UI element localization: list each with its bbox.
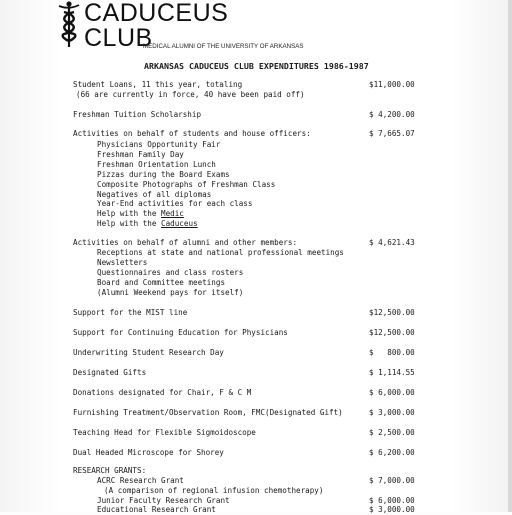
- sub-item: Pizzas during the Board Exams: [97, 170, 230, 179]
- sub-item: Physicians Opportunity Fair: [97, 140, 221, 149]
- logo-club-text: CLUB: [84, 24, 153, 52]
- sub-item: Questionnaires and class rosters: [97, 268, 244, 277]
- medic-title: Medic: [161, 209, 184, 218]
- logo-subtitle: MEDICAL ALUMNI OF THE UNIVERSITY OF ARKANSAS: [143, 43, 304, 50]
- item-amount: $12,500.00: [369, 328, 415, 337]
- sub-item: Year-End activities for each class: [97, 199, 253, 208]
- sub-item: Composite Photographs of Freshman Class: [97, 180, 276, 189]
- item-amount: $ 2,500.00: [369, 428, 415, 437]
- item-amount: $11,000.00: [369, 80, 415, 89]
- item-label: Support for the MIST line: [73, 308, 188, 317]
- sub-item: Negatives of all diplomas: [97, 190, 212, 199]
- sub-item: Receptions at state and national professional meetings: [97, 248, 344, 257]
- caduceus-icon: [56, 0, 82, 48]
- sub-item: Freshman Family Day: [97, 150, 184, 159]
- item-amount: $12,500.00: [369, 308, 415, 317]
- item-amount: $ 6,000.00: [369, 388, 415, 397]
- sub-item: Newsletters: [97, 258, 148, 267]
- scan-edge: [508, 0, 512, 512]
- item-amount: $ 3,000.00: [369, 505, 415, 514]
- document-title: ARKANSAS CADUCEUS CLUB EXPENDITURES 1986-1987: [144, 61, 369, 71]
- loans-note: (66 are currently in force, 40 have been paid off): [76, 90, 305, 99]
- item-label: Dual Headed Microscope for Shorey: [73, 448, 224, 457]
- item-amount: $ 800.00: [369, 348, 415, 357]
- sub-item: Freshman Orientation Lunch: [97, 160, 216, 169]
- item-label: Student Loans, 11 this year, totaling: [73, 80, 243, 89]
- acrc-note: (A comparison of regional infusion chemotherapy): [104, 486, 324, 495]
- item-amount: $ 7,665.07: [369, 129, 415, 138]
- item-label: Activities on behalf of students and house officers:: [73, 129, 311, 138]
- sub-item: (Alumni Weekend pays for itself): [97, 288, 244, 297]
- item-label: Furnishing Treatment/Observation Room, FMC(Designated Gift): [73, 408, 343, 417]
- item-amount: $ 1,114.55: [369, 368, 415, 377]
- item-amount: $ 7,000.00: [369, 476, 415, 485]
- logo-caduceus-text: CADUCEUS: [84, 0, 229, 27]
- item-label: Freshman Tuition Scholarship: [73, 110, 202, 119]
- item-label: Activities on behalf of alumni and other members:: [73, 238, 298, 247]
- item-label: Designated Gifts: [73, 368, 147, 377]
- item-amount: $ 3,000.00: [369, 408, 415, 417]
- sub-item: Board and Committee meetings: [97, 278, 226, 287]
- item-amount: $ 4,621.43: [369, 238, 415, 247]
- sub-item: [97, 209, 184, 219]
- section-heading-research-grants: RESEARCH GRANTS:: [73, 466, 147, 475]
- sub-item-text: Help with the: [97, 209, 162, 218]
- sub-item: [97, 219, 198, 229]
- sub-item-text: Help with the: [97, 219, 162, 228]
- item-label: Underwriting Student Research Day: [73, 348, 224, 357]
- caduceus-title: Caduceus: [161, 219, 198, 228]
- item-label: Junior Faculty Research Grant: [97, 496, 230, 505]
- item-label: Support for Continuing Education for Physicians: [73, 328, 288, 337]
- item-label: ACRC Research Grant: [97, 476, 184, 485]
- item-label: Educational Research Grant: [97, 505, 216, 514]
- item-label: Donations designated for Chair, F & C M: [73, 388, 252, 397]
- item-amount: $ 6,000.00: [369, 496, 415, 505]
- item-amount: $ 6,200.00: [369, 448, 415, 457]
- item-label: Teaching Head for Flexible Sigmoidoscope: [73, 428, 256, 437]
- item-amount: $ 4,200.00: [369, 110, 415, 119]
